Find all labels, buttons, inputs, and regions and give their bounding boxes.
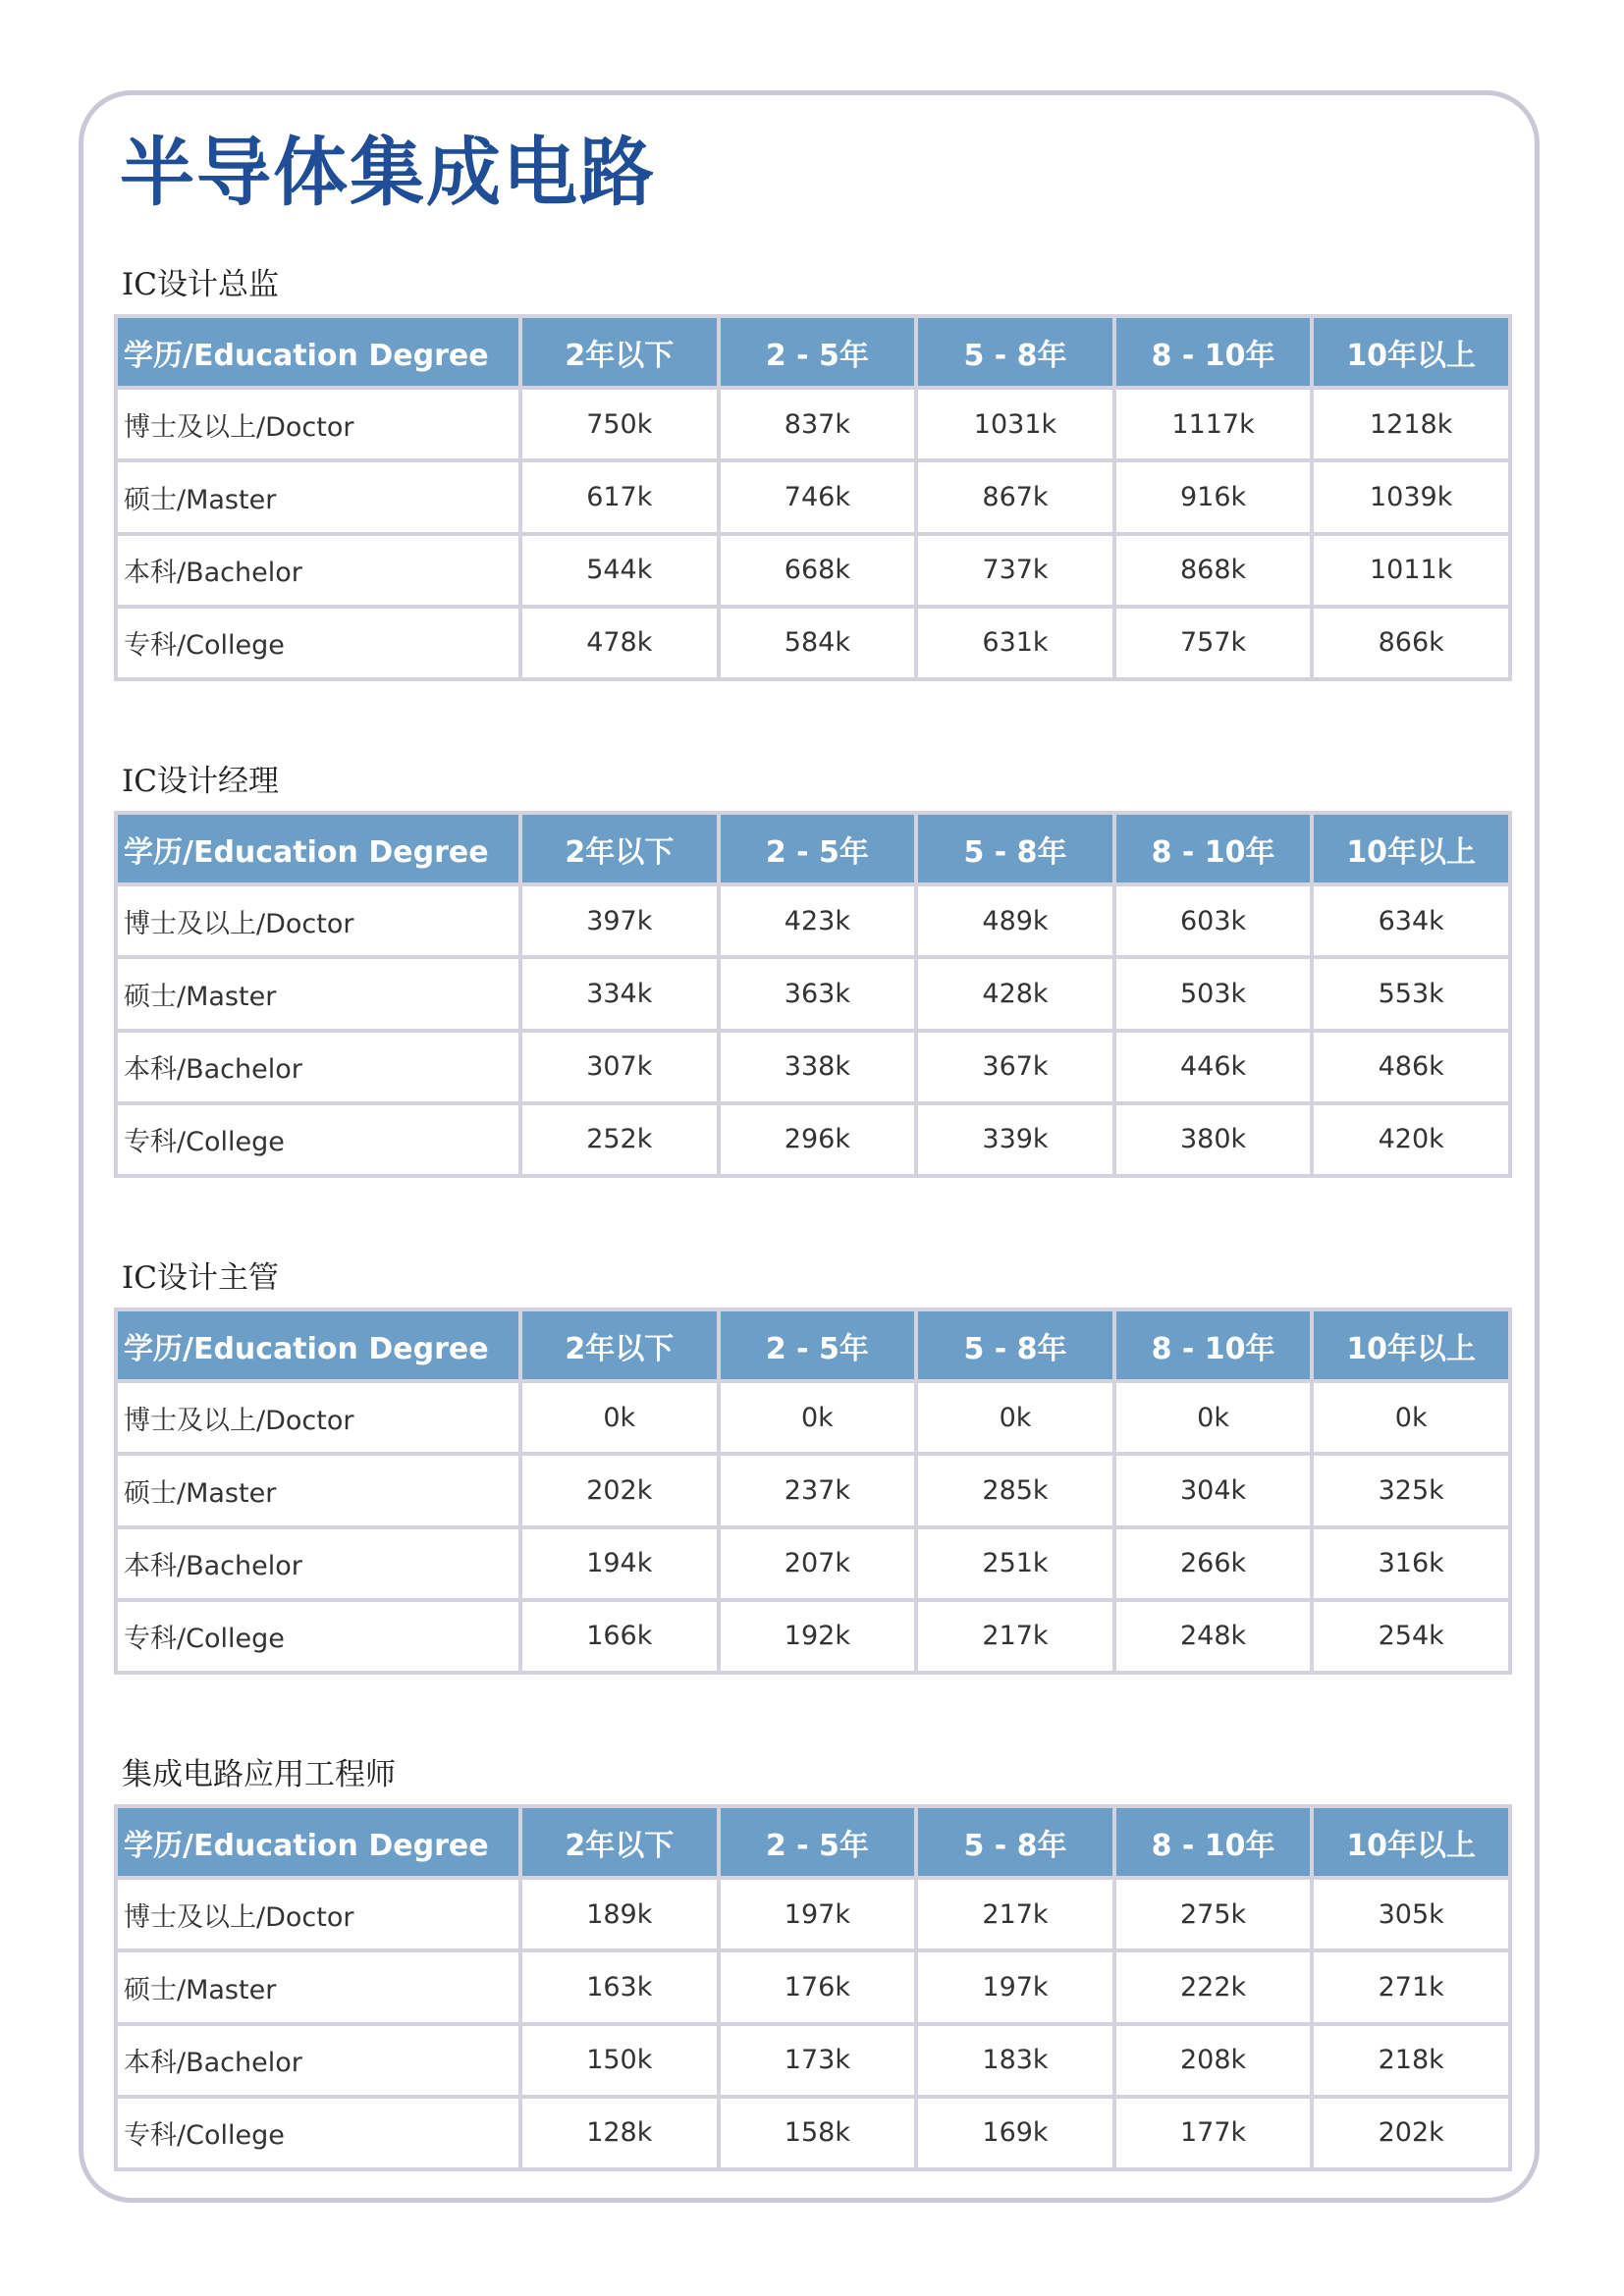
header-experience-range: 5 - 8年 [918,318,1112,386]
table-row [118,2099,1508,2167]
salary-cell: 285k [918,1456,1112,1524]
degree-cell: 专科/College [118,1105,518,1174]
section-title: IC设计主管 [122,1260,279,1296]
table-row [118,1033,1508,1101]
header-education-degree: 学历/Education Degree [118,815,518,882]
header-experience-range: 2 - 5年 [721,815,915,882]
header-experience-range: 8 - 10年 [1116,815,1311,882]
salary-cell: 634k [1314,886,1508,955]
degree-cell: 本科/Bachelor [118,536,518,605]
salary-cell: 248k [1116,1602,1311,1671]
degree-cell: 专科/College [118,2099,518,2167]
salary-table [114,811,1512,1178]
salary-cell: 252k [522,1105,717,1174]
table-header-row [118,1311,1508,1379]
salary-cell: 251k [918,1529,1112,1598]
salary-cell: 503k [1116,959,1311,1028]
header-experience-range: 5 - 8年 [918,815,1112,882]
salary-cell: 668k [721,536,915,605]
salary-cell: 631k [918,609,1112,677]
header-experience-range: 8 - 10年 [1116,1808,1311,1876]
salary-cell: 397k [522,886,717,955]
salary-table [114,1804,1512,2171]
table-row [118,1383,1508,1452]
salary-cell: 271k [1314,1952,1508,2021]
table-row [118,536,1508,605]
salary-cell: 222k [1116,1952,1311,2021]
degree-cell: 硕士/Master [118,1952,518,2021]
salary-cell: 217k [918,1880,1112,1949]
table-header-row [118,1808,1508,1876]
salary-cell: 197k [721,1880,915,1949]
salary-cell: 1117k [1116,390,1311,458]
table-row [118,1952,1508,2021]
degree-cell: 专科/College [118,1602,518,1671]
salary-cell: 420k [1314,1105,1508,1174]
salary-cell: 296k [721,1105,915,1174]
salary-cell: 757k [1116,609,1311,677]
header-education-degree: 学历/Education Degree [118,1311,518,1379]
header-experience-range: 5 - 8年 [918,1311,1112,1379]
table-row [118,1456,1508,1524]
header-experience-range: 10年以上 [1314,318,1508,386]
salary-cell: 617k [522,462,717,531]
salary-cell: 207k [721,1529,915,1598]
salary-table [114,314,1512,681]
degree-cell: 博士及以上/Doctor [118,1880,518,1949]
salary-cell: 202k [522,1456,717,1524]
header-experience-range: 2 - 5年 [721,318,915,386]
table-row [118,1529,1508,1598]
section-title: 集成电路应用工程师 [122,1757,396,1792]
salary-cell: 380k [1116,1105,1311,1174]
table-row [118,886,1508,955]
salary-cell: 192k [721,1602,915,1671]
salary-cell: 218k [1314,2026,1508,2095]
salary-cell: 197k [918,1952,1112,2021]
salary-cell: 189k [522,1880,717,1949]
salary-cell: 339k [918,1105,1112,1174]
salary-cell: 183k [918,2026,1112,2095]
salary-cell: 428k [918,959,1112,1028]
header-experience-range: 2 - 5年 [721,1311,915,1379]
salary-cell: 266k [1116,1529,1311,1598]
table-header-row [118,815,1508,882]
salary-cell: 423k [721,886,915,955]
salary-cell: 1031k [918,390,1112,458]
salary-cell: 489k [918,886,1112,955]
header-education-degree: 学历/Education Degree [118,318,518,386]
salary-cell: 446k [1116,1033,1311,1101]
salary-cell: 158k [721,2099,915,2167]
salary-cell: 237k [721,1456,915,1524]
salary-cell: 254k [1314,1602,1508,1671]
salary-cell: 837k [721,390,915,458]
header-experience-range: 2年以下 [522,1808,717,1876]
degree-cell: 专科/College [118,609,518,677]
table-row [118,462,1508,531]
salary-cell: 750k [522,390,717,458]
salary-cell: 334k [522,959,717,1028]
salary-cell: 169k [918,2099,1112,2167]
header-experience-range: 10年以上 [1314,815,1508,882]
table-row [118,609,1508,677]
table-header-row [118,318,1508,386]
salary-cell: 0k [1314,1383,1508,1452]
header-experience-range: 2 - 5年 [721,1808,915,1876]
salary-cell: 544k [522,536,717,605]
salary-cell: 603k [1116,886,1311,955]
salary-cell: 163k [522,1952,717,2021]
salary-cell: 166k [522,1602,717,1671]
salary-cell: 1039k [1314,462,1508,531]
salary-cell: 128k [522,2099,717,2167]
table-row [118,1880,1508,1949]
page-title: 半导体集成电路 [120,129,656,216]
salary-cell: 737k [918,536,1112,605]
salary-cell: 867k [918,462,1112,531]
salary-cell: 173k [721,2026,915,2095]
salary-cell: 0k [1116,1383,1311,1452]
table-row [118,2026,1508,2095]
salary-cell: 478k [522,609,717,677]
salary-cell: 363k [721,959,915,1028]
degree-cell: 本科/Bachelor [118,1033,518,1101]
salary-cell: 1011k [1314,536,1508,605]
salary-cell: 367k [918,1033,1112,1101]
table-row [118,390,1508,458]
degree-cell: 硕士/Master [118,959,518,1028]
salary-cell: 0k [522,1383,717,1452]
salary-cell: 0k [918,1383,1112,1452]
header-experience-range: 8 - 10年 [1116,1311,1311,1379]
salary-cell: 275k [1116,1880,1311,1949]
degree-cell: 博士及以上/Doctor [118,886,518,955]
salary-cell: 176k [721,1952,915,2021]
header-experience-range: 5 - 8年 [918,1808,1112,1876]
section-title: IC设计总监 [122,267,279,302]
salary-cell: 177k [1116,2099,1311,2167]
salary-cell: 584k [721,609,915,677]
salary-cell: 208k [1116,2026,1311,2095]
header-experience-range: 10年以上 [1314,1311,1508,1379]
salary-cell: 307k [522,1033,717,1101]
salary-cell: 486k [1314,1033,1508,1101]
salary-cell: 217k [918,1602,1112,1671]
salary-cell: 325k [1314,1456,1508,1524]
salary-cell: 746k [721,462,915,531]
salary-cell: 338k [721,1033,915,1101]
table-row [118,959,1508,1028]
degree-cell: 博士及以上/Doctor [118,1383,518,1452]
salary-cell: 194k [522,1529,717,1598]
salary-cell: 305k [1314,1880,1508,1949]
degree-cell: 硕士/Master [118,1456,518,1524]
header-experience-range: 10年以上 [1314,1808,1508,1876]
salary-table [114,1308,1512,1675]
salary-cell: 553k [1314,959,1508,1028]
degree-cell: 硕士/Master [118,462,518,531]
header-education-degree: 学历/Education Degree [118,1808,518,1876]
section-title: IC设计经理 [122,764,279,799]
salary-cell: 304k [1116,1456,1311,1524]
salary-cell: 316k [1314,1529,1508,1598]
header-experience-range: 8 - 10年 [1116,318,1311,386]
degree-cell: 本科/Bachelor [118,1529,518,1598]
header-experience-range: 2年以下 [522,815,717,882]
salary-cell: 1218k [1314,390,1508,458]
degree-cell: 本科/Bachelor [118,2026,518,2095]
salary-cell: 868k [1116,536,1311,605]
degree-cell: 博士及以上/Doctor [118,390,518,458]
salary-cell: 916k [1116,462,1311,531]
salary-cell: 866k [1314,609,1508,677]
header-experience-range: 2年以下 [522,1311,717,1379]
table-row [118,1602,1508,1671]
salary-cell: 202k [1314,2099,1508,2167]
salary-cell: 150k [522,2026,717,2095]
table-row [118,1105,1508,1174]
salary-cell: 0k [721,1383,915,1452]
header-experience-range: 2年以下 [522,318,717,386]
